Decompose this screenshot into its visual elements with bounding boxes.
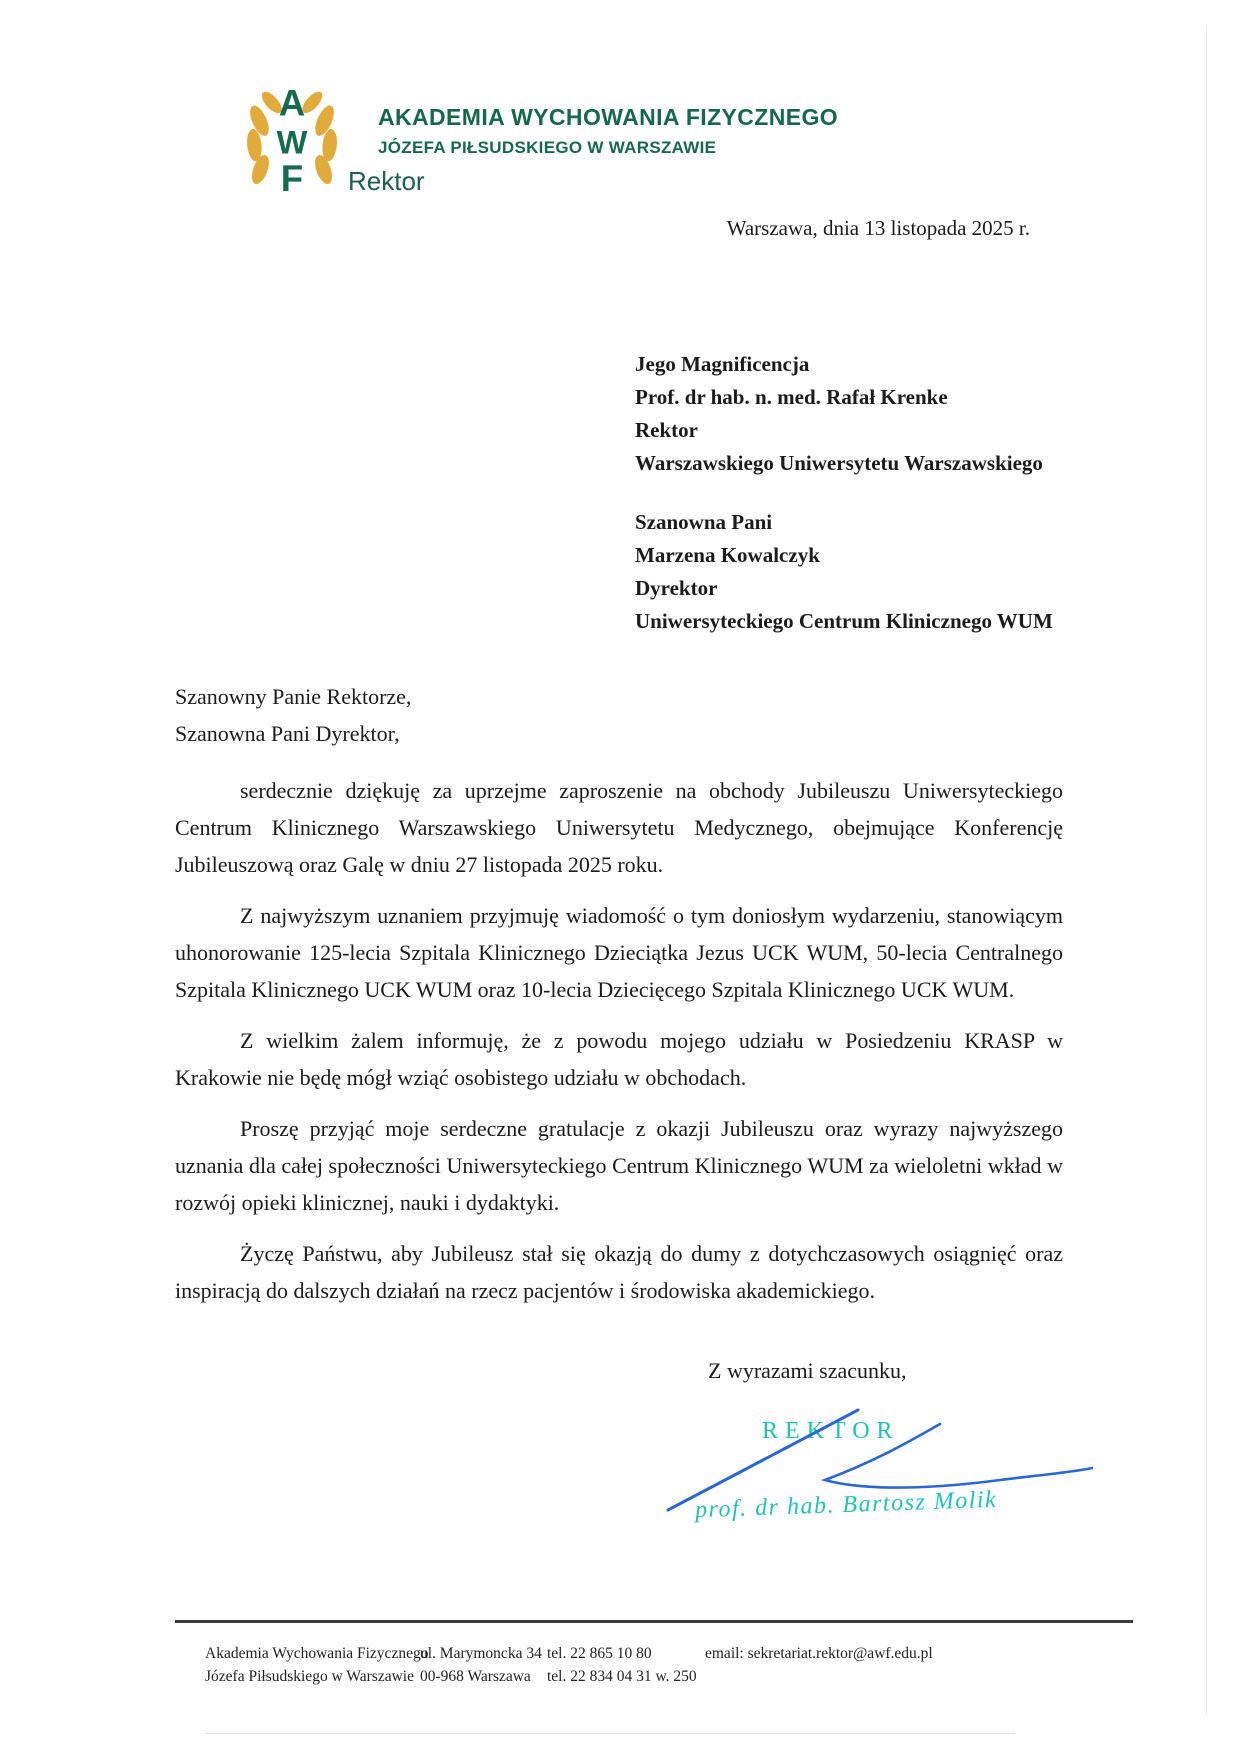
recipient-line: Jego Magnificencja [635, 352, 810, 376]
recipient-block-dyrektor [635, 506, 1053, 638]
scan-artifact-line [1206, 25, 1207, 1715]
footer-address [420, 1642, 542, 1688]
footer-org-line: Akademia Wychowania Fizycznego [205, 1645, 429, 1662]
recipient-line: Szanowna Pani [635, 510, 773, 534]
salutation [175, 678, 411, 752]
footer-phones [547, 1642, 697, 1688]
valediction: Z wyrazami szacunku, [708, 1358, 907, 1383]
footer-phone-line: tel. 22 865 10 80 [547, 1645, 652, 1662]
paragraph: Proszę przyjąć moje serdeczne gratulacje z okazji Jubileuszu oraz wyrazy najwyższego uznania dla całej społeczności Uniwersyteckiego Centrum Klinicznego WUM za wieloletni wkład w rozwój opieki klinicznej, nauki i dydaktyki. [175, 1116, 1063, 1215]
scan-artifact-line [205, 1733, 1015, 1734]
footer-org [205, 1642, 428, 1688]
letterhead [378, 104, 838, 158]
logo-letter-w: W [276, 124, 308, 161]
paragraph: serdecznie dziękuję za uprzejme zaproszenie na obchody Jubileuszu Uniwersyteckiego Centrum Klinicznego Warszawskiego Uniwersytetu Medycznego, obejmujące Konferencję Jubileuszową oraz Galę w dniu 27 listopada 2025 roku. [175, 778, 1063, 877]
signer-name: prof. dr hab. Bartosz Molik [694, 1486, 998, 1524]
recipient-line: Warszawskiego Uniwersytetu Warszawskiego [635, 451, 1043, 475]
paragraph: Z wielkim żalem informuję, że z powodu mojego udziału w Posiedzeniu KRASP w Krakowie nie będę mógł wziąć osobistego udziału w obchodach. [175, 1028, 1063, 1090]
recipient-line: Dyrektor [635, 576, 718, 600]
logo-letter-a: A [278, 82, 306, 124]
recipient-line: Rektor [635, 418, 698, 442]
paragraph: Z najwyższym uznaniem przyjmuję wiadomość o tym doniosłym wydarzeniu, stanowiącym uhonorowanie 125-lecia Szpitala Klinicznego Dzieciątka Jezus UCK WUM, 50-lecia Centralnego Szpitala Klinicznego UCK WUM oraz 10-lecia Dziecięcego Szpitala Klinicznego UCK WUM. [175, 903, 1063, 1002]
org-subtitle: JÓZEFA PIŁSUDSKIEGO W WARSZAWIE [378, 138, 717, 157]
logo-letter-f: F [280, 157, 304, 194]
footer-divider [175, 1620, 1133, 1623]
recipient-block-rektor [635, 348, 1043, 480]
signer-title: REKTOR [762, 1418, 900, 1444]
org-name: AKADEMIA WYCHOWANIA FIZYCZNEGO [378, 104, 839, 130]
dateline: Warszawa, dnia 13 listopada 2025 r. [726, 216, 1030, 240]
footer-phone-line: tel. 22 834 04 31 w. 250 [547, 1668, 697, 1685]
salutation-line: Szanowna Pani Dyrektor, [175, 721, 400, 746]
recipient-line: Marzena Kowalczyk [635, 543, 820, 567]
recipient-line: Prof. dr hab. n. med. Rafał Krenke [635, 385, 948, 409]
letter-body [175, 772, 1063, 1323]
recipient-line: Uniwersyteckiego Centrum Klinicznego WUM [635, 609, 1053, 633]
footer-address-line: ul. Marymoncka 34 [420, 1645, 542, 1662]
footer-email: email: sekretariat.rektor@awf.edu.pl [705, 1645, 933, 1662]
footer-address-line: 00-968 Warszawa [420, 1668, 531, 1685]
salutation-line: Szanowny Panie Rektorze, [175, 684, 412, 709]
office-title: Rektor [348, 166, 425, 196]
footer-org-line: Józefa Piłsudskiego w Warszawie [205, 1668, 414, 1685]
paragraph: Życzę Państwu, aby Jubileusz stał się okazją do dumy z dotychczasowych osiągnięć oraz inspiracją do dalszych działań na rzecz pacjentów i środowiska akademickiego. [175, 1241, 1063, 1303]
awf-laurel-logo-icon [240, 82, 344, 194]
